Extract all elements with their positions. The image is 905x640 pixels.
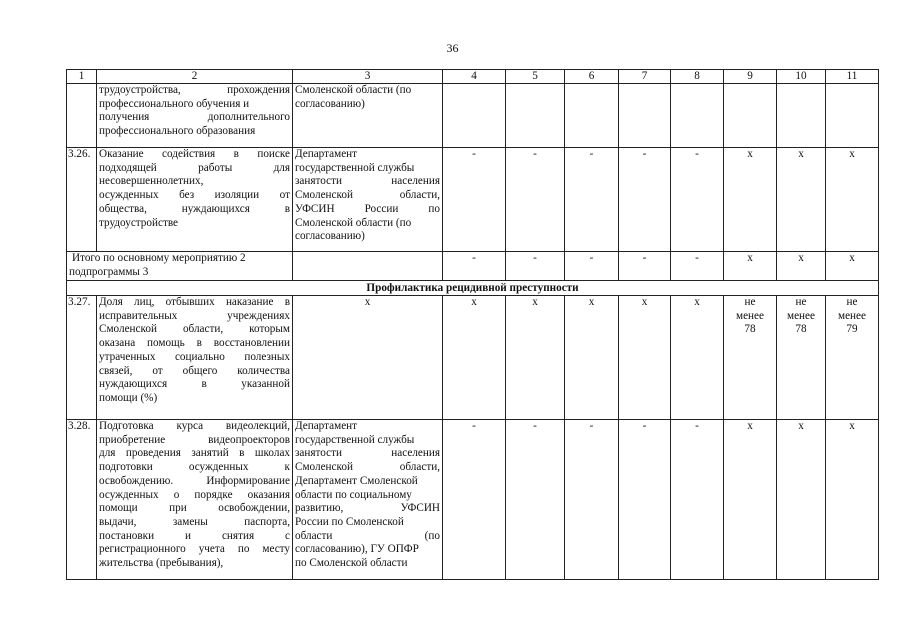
- executor-line: Департамент: [295, 420, 358, 432]
- executor-cell: [293, 84, 443, 148]
- column-header: 7: [619, 70, 671, 84]
- description-line: осужденных без изоляции от: [99, 189, 290, 202]
- description-line: профессионального образования: [99, 125, 256, 138]
- column-header: 6: [565, 70, 619, 84]
- value-cell: x: [777, 420, 826, 580]
- column-header: 1: [67, 70, 97, 84]
- value-cell: x: [506, 296, 565, 420]
- column-header: 2: [97, 70, 293, 84]
- page-number: 36: [446, 41, 459, 55]
- description-cell: [97, 148, 293, 252]
- value-cell: [724, 296, 777, 420]
- description-line: несовершеннолетних,: [99, 175, 204, 188]
- description-cell: [97, 84, 293, 148]
- value-cell: x: [777, 252, 826, 281]
- column-header: 3: [293, 70, 443, 84]
- activities-table: [66, 69, 879, 580]
- value-line: менее: [838, 309, 866, 322]
- value-line: не: [795, 296, 807, 308]
- description-cell: [97, 296, 293, 420]
- description-line: подготовки осужденных к: [99, 461, 290, 474]
- description-line: утраченных социально полезных: [99, 350, 290, 363]
- description-line: получения дополнительного: [99, 111, 290, 124]
- description-line: постановки и снятия с: [99, 529, 290, 542]
- value-cell: -: [671, 252, 724, 281]
- value-cell: x: [724, 252, 777, 281]
- total-label-cell: [67, 252, 293, 281]
- description-line: Доля лиц, отбывших наказание в: [99, 296, 290, 308]
- description-line: регистрационного учета по месту: [99, 543, 290, 556]
- total-row: [67, 252, 879, 281]
- description-line: Подготовка курса видеолекций,: [99, 420, 290, 432]
- description-line: помощи при освобождении,: [99, 502, 290, 515]
- value-cell: -: [619, 420, 671, 580]
- description-line: для проведения занятий в школах: [99, 447, 290, 460]
- description-line: приобретение видеопроекторов: [99, 433, 290, 446]
- value-cell: x: [724, 148, 777, 252]
- value-cell: -: [506, 420, 565, 580]
- executor-line: Департамент: [295, 148, 358, 160]
- row-number-cell: 3.28.: [67, 420, 97, 580]
- value-cell: x: [565, 296, 619, 420]
- value-cell: x: [619, 296, 671, 420]
- section-title: Профилактика рецидивной преступности: [67, 281, 879, 296]
- value-cell: -: [565, 148, 619, 252]
- value-cell: [671, 84, 724, 148]
- executor-line: согласованию): [295, 230, 365, 243]
- description-line: освобождению. Информирование: [99, 474, 290, 487]
- description-line: оказана помощь в восстановлении: [99, 337, 290, 350]
- value-cell: -: [443, 252, 506, 281]
- value-cell: [443, 84, 506, 148]
- column-header: 9: [724, 70, 777, 84]
- row-number-cell: 3.26.: [67, 148, 97, 252]
- value-line: 78: [795, 323, 807, 336]
- value-cell: [826, 84, 879, 148]
- value-line: 79: [846, 323, 858, 336]
- executor-line: Департамент Смоленской: [295, 474, 418, 487]
- row-number-cell: [67, 84, 97, 148]
- value-cell: x: [826, 420, 879, 580]
- description-line: профессионального обучения и: [99, 97, 250, 110]
- executor-line: согласованию): [295, 97, 365, 110]
- executor-cell: [293, 148, 443, 252]
- value-cell: [777, 296, 826, 420]
- value-cell: -: [506, 148, 565, 252]
- column-header: 4: [443, 70, 506, 84]
- executor-line: области по социальному: [295, 488, 412, 501]
- value-cell: -: [565, 252, 619, 281]
- description-line: исправительных учреждениях: [99, 309, 290, 322]
- value-cell: -: [619, 148, 671, 252]
- value-cell: -: [671, 420, 724, 580]
- executor-line: занятости населения: [295, 447, 440, 460]
- description-line: трудоустройстве: [99, 216, 179, 229]
- executor-line: УФСИН России по: [295, 202, 440, 215]
- executor-line: государственной службы: [295, 161, 415, 174]
- value-cell: [777, 84, 826, 148]
- total-label-line: Итого по основному мероприятию 2: [72, 252, 246, 264]
- section-header-row: [67, 281, 879, 296]
- description-line: Оказание содействия в поиске: [99, 148, 290, 160]
- column-header: 8: [671, 70, 724, 84]
- executor-line: государственной службы: [295, 433, 415, 446]
- executor-cell: [293, 252, 443, 281]
- value-cell: x: [826, 148, 879, 252]
- executor-line: России по Смоленской: [295, 515, 404, 528]
- description-line: Смоленской области, которым: [99, 323, 290, 336]
- table-row: [67, 148, 879, 252]
- executor-line: согласованию), ГУ ОПФР: [295, 543, 419, 556]
- executor-line: развитию, УФСИН: [295, 502, 440, 515]
- executor-cell: [293, 420, 443, 580]
- value-cell: [619, 84, 671, 148]
- executor-line: Смоленской области,: [295, 461, 440, 474]
- value-cell: x: [671, 296, 724, 420]
- executor-line: Смоленской области,: [295, 189, 440, 202]
- description-line: связей, от общего количества: [99, 364, 290, 377]
- description-cell: [97, 420, 293, 580]
- value-cell: [506, 84, 565, 148]
- table-row: [67, 420, 879, 580]
- description-line: подходящей работы для: [99, 161, 290, 174]
- total-label-line: подпрограммы 3: [69, 265, 149, 278]
- executor-cell: x: [293, 296, 443, 420]
- value-cell: -: [506, 252, 565, 281]
- executor-line: Смоленской области (по: [295, 84, 412, 96]
- value-cell: -: [619, 252, 671, 281]
- value-cell: x: [826, 252, 879, 281]
- value-cell: x: [443, 296, 506, 420]
- value-cell: x: [777, 148, 826, 252]
- description-line: общества, нуждающихся в: [99, 202, 290, 215]
- row-number-cell: 3.27.: [67, 296, 97, 420]
- column-header: 11: [826, 70, 879, 84]
- value-line: 78: [744, 323, 756, 336]
- description-line: осужденных о порядке оказания: [99, 488, 290, 501]
- value-cell: [724, 84, 777, 148]
- column-header: 10: [777, 70, 826, 84]
- value-cell: [565, 84, 619, 148]
- column-header: 5: [506, 70, 565, 84]
- description-line: нуждающихся в указанной: [99, 378, 290, 391]
- value-cell: -: [671, 148, 724, 252]
- executor-line: Смоленской области (по: [295, 216, 412, 229]
- column-number-row: [67, 70, 879, 84]
- table-row: [67, 296, 879, 420]
- value-line: менее: [787, 309, 815, 322]
- value-cell: x: [724, 420, 777, 580]
- value-line: менее: [736, 309, 764, 322]
- value-cell: -: [565, 420, 619, 580]
- description-line: помощи (%): [99, 391, 158, 404]
- value-line: не: [846, 296, 858, 308]
- description-line: трудоустройства, прохождения: [99, 84, 290, 96]
- description-line: жительства (пребывания),: [99, 557, 224, 570]
- executor-line: занятости населения: [295, 175, 440, 188]
- value-cell: -: [443, 420, 506, 580]
- value-cell: -: [443, 148, 506, 252]
- executor-line: области (по: [295, 529, 440, 542]
- table-row: [67, 84, 879, 148]
- value-line: не: [744, 296, 756, 308]
- executor-line: по Смоленской области: [295, 557, 408, 570]
- value-cell: [826, 296, 879, 420]
- description-line: выдачи, замены паспорта,: [99, 515, 290, 528]
